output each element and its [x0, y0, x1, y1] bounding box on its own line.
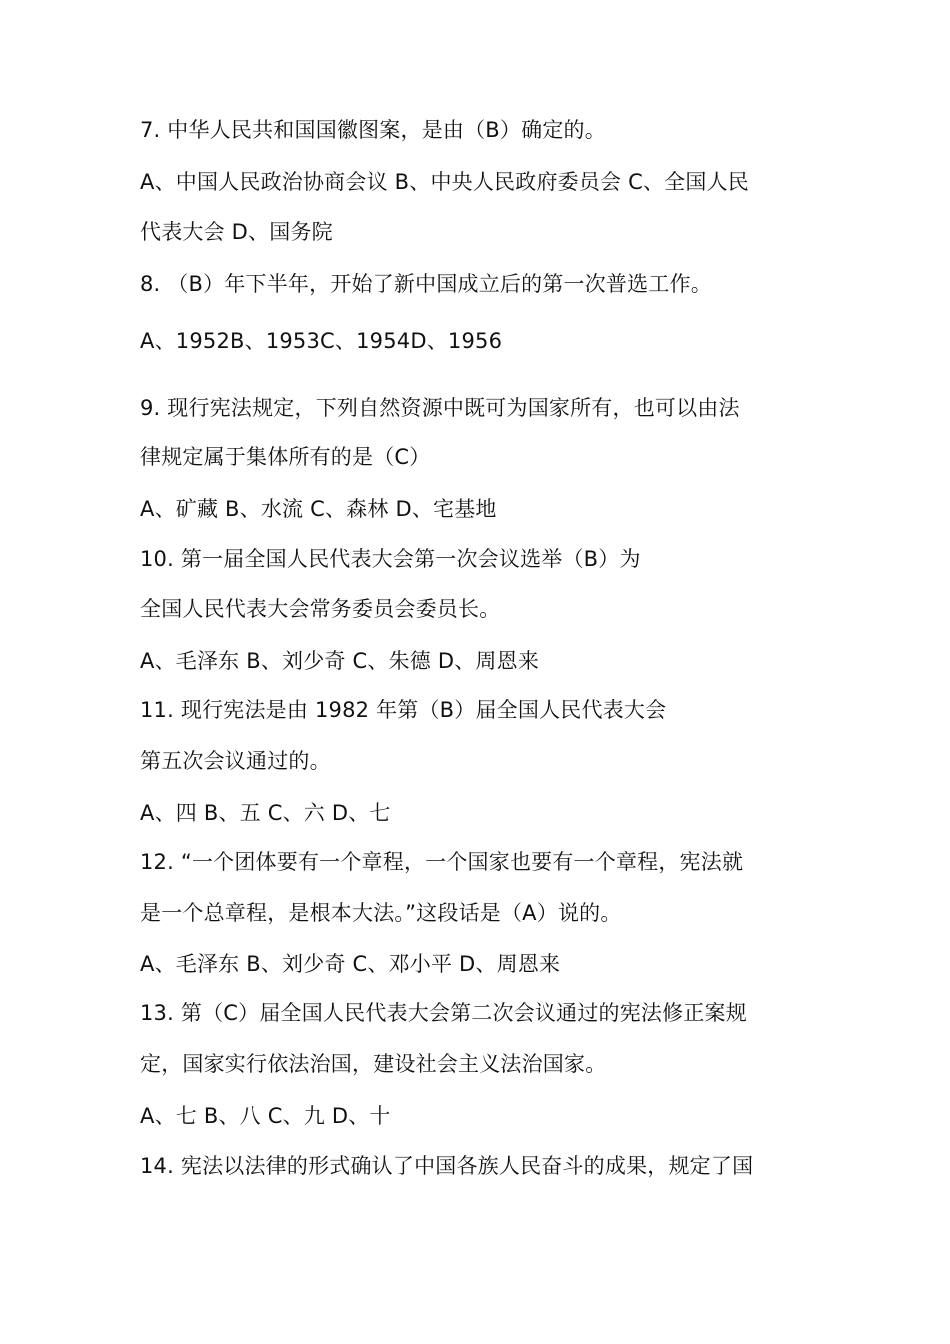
question-12-options: A、毛泽东 B、刘少奇 C、邓小平 D、周恩来 [140, 952, 561, 976]
question-7-options-cont: 代表大会 D、国务院 [140, 220, 333, 244]
question-9-options: A、矿藏 B、水流 C、森林 D、宅基地 [140, 497, 497, 521]
question-8-options: A、1952B、1953C、1954D、1956 [140, 329, 503, 353]
question-11-text-cont: 第五次会议通过的。 [140, 749, 331, 773]
question-14-text: 14. 宪法以法律的形式确认了中国各族人民奋斗的成果，规定了国 [140, 1154, 754, 1178]
question-9-text-cont: 律规定属于集体所有的是（C） [140, 445, 431, 469]
question-10-text: 10. 第一届全国人民代表大会第一次会议选举（B）为 [140, 547, 641, 571]
question-11-options: A、四 B、五 C、六 D、七 [140, 801, 391, 825]
question-12-text-cont: 是一个总章程，是根本大法。”这段话是（A）说的。 [140, 901, 622, 925]
question-13-text-cont: 定，国家实行依法治国，建设社会主义法治国家。 [140, 1052, 607, 1076]
question-8-text: 8. （B）年下半年，开始了新中国成立后的第一次普选工作。 [140, 272, 712, 296]
question-7-options: A、中国人民政治协商会议 B、中央人民政府委员会 C、全国人民 [140, 170, 749, 194]
question-9-text: 9. 现行宪法规定，下列自然资源中既可为国家所有，也可以由法 [140, 396, 740, 420]
question-13-options: A、七 B、八 C、九 D、十 [140, 1104, 391, 1128]
question-12-text: 12. “一个团体要有一个章程，一个国家也要有一个章程，宪法就 [140, 850, 744, 874]
question-7-text: 7. 中华人民共和国国徽图案，是由（B）确定的。 [140, 118, 606, 142]
question-13-text: 13. 第（C）届全国人民代表大会第二次会议通过的宪法修正案规 [140, 1001, 747, 1025]
question-10-text-cont: 全国人民代表大会常务委员会委员长。 [140, 597, 501, 621]
question-11-text: 11. 现行宪法是由 1982 年第（B）届全国人民代表大会 [140, 698, 667, 722]
question-10-options: A、毛泽东 B、刘少奇 C、朱德 D、周恩来 [140, 649, 540, 673]
